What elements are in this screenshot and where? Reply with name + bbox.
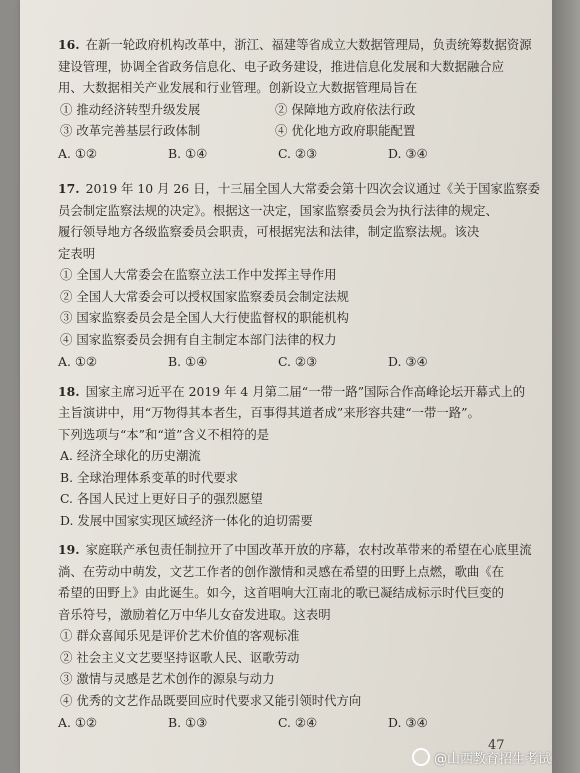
option-4: ④ 国家监察委员会拥有自主制定本部门法律的权力	[60, 331, 337, 347]
question-number: 17.	[58, 181, 80, 196]
question-text-line: 淌、在劳动中萌发，文艺工作者的创作激情和灵感在希望的田野上点燃，歌曲《在	[58, 563, 505, 579]
book-edge	[552, 0, 580, 773]
question-list	[58, 34, 558, 742]
question-number: 16.	[58, 37, 80, 52]
question-text-line: 音乐符号，激励着亿万中华儿女奋发进取。这表明	[58, 606, 331, 622]
choice-b: B. ①③	[168, 715, 208, 730]
question-text-line: 员会制定监察法规的决定》。根据这一决定，国家监察委员会为执行法律的规定、	[58, 202, 498, 218]
question-text-line: 用、大数据相关产业发展和行业管理。创新设立大数据管理局旨在	[58, 80, 418, 95]
choice-b: B. ①④	[168, 354, 208, 369]
question-18	[58, 381, 558, 532]
option-a: A. 经济全球化的历史潮流	[60, 448, 201, 463]
option-3: ③ 国家监察委员会是全国人大行使监督权的职能机构	[60, 310, 349, 325]
option-1: ① 推动经济转型升级发展	[60, 101, 201, 117]
answer-choices	[58, 712, 558, 734]
question-text-line: 主旨演讲中，用“万物得其本者生，百事得其道者成”来形容共建“一带一路”。	[58, 405, 480, 420]
question-text-line: 下列选项与“本”和“道”含义不相符的是	[58, 426, 270, 442]
option-d: D. 发展中国家实现区域经济一体化的迫切需要	[60, 512, 313, 528]
question-text-line: 在新一轮政府机构改革中，浙江、福建等省成立大数据管理局，负责统筹数据资源	[85, 37, 532, 52]
question-16	[58, 34, 558, 164]
choice-a: A. ①②	[58, 145, 98, 161]
choice-d: D. ③④	[388, 354, 428, 369]
choice-a: A. ①②	[58, 354, 98, 369]
question-17	[58, 178, 558, 373]
question-text-line: 建设管理，协调全省政务信息化、电子政务建设，推进信息化发展和大数据融合应	[58, 58, 505, 74]
option-4: ④ 优化地方政府职能配置	[275, 123, 416, 138]
question-number: 18.	[58, 383, 80, 399]
option-grid	[58, 99, 558, 142]
option-c: C. 各国人民过上更好日子的强烈愿望	[60, 491, 263, 506]
option-2: ② 保障地方政府依法行政	[275, 101, 416, 117]
option-3: ③ 改革完善基层行政体制	[60, 123, 201, 138]
choice-c: C. ②③	[278, 354, 318, 369]
choice-c: C. ②④	[278, 715, 318, 730]
option-3: ③ 激情与灵感是艺术创作的源泉与动力	[60, 671, 275, 686]
question-text-line: 家庭联产承包责任制拉开了中国改革开放的序幕，农村改革带来的希望在心底里流	[85, 542, 532, 557]
choice-c: C. ②③	[278, 145, 318, 161]
question-19	[58, 539, 558, 734]
option-1: ① 群众喜闻乐见是评价艺术价值的客观标准	[60, 628, 300, 643]
page-number: 47	[488, 738, 505, 753]
watermark-text: @山西教育招生考试	[434, 752, 552, 767]
option-2: ② 社会主义文艺要坚持讴歌人民、讴歌劳动	[60, 649, 300, 665]
question-number: 19.	[58, 542, 80, 557]
choice-b: B. ①④	[168, 145, 208, 161]
option-4: ④ 优秀的文艺作品既要回应时代要求又能引领时代方向	[60, 692, 362, 708]
weibo-icon	[412, 748, 430, 766]
exam-page	[20, 0, 552, 773]
question-text-line: 定表明	[58, 245, 96, 261]
question-text-line: 国家主席习近平在 2019 年 4 月第二届“一带一路”国际合作高峰论坛开幕式上的	[85, 383, 526, 399]
choice-a: A. ①②	[58, 715, 98, 730]
choice-d: D. ③④	[388, 145, 428, 161]
option-2: ② 全国人大常委会可以授权国家监察委员会制定法规	[60, 288, 349, 304]
question-text-line: 希望的田野上》由此诞生。如今，这首唱响大江南北的歌已凝结成标示时代巨变的	[58, 585, 505, 600]
choice-d: D. ③④	[388, 715, 428, 730]
question-text-line: 2019 年 10 月 26 日，十三届全国人大常委会第十四次会议通过《关于国家监察委	[85, 181, 541, 196]
option-b: B. 全球治理体系变革的时代要求	[60, 469, 239, 485]
answer-choices	[58, 143, 558, 165]
watermark	[412, 748, 551, 767]
option-1: ① 全国人大常委会在监察立法工作中发挥主导作用	[60, 267, 337, 282]
question-text-line: 履行领导地方各级监察委员会职责，可根据宪法和法律，制定监察法规。该决	[58, 224, 480, 239]
answer-choices	[58, 351, 558, 373]
